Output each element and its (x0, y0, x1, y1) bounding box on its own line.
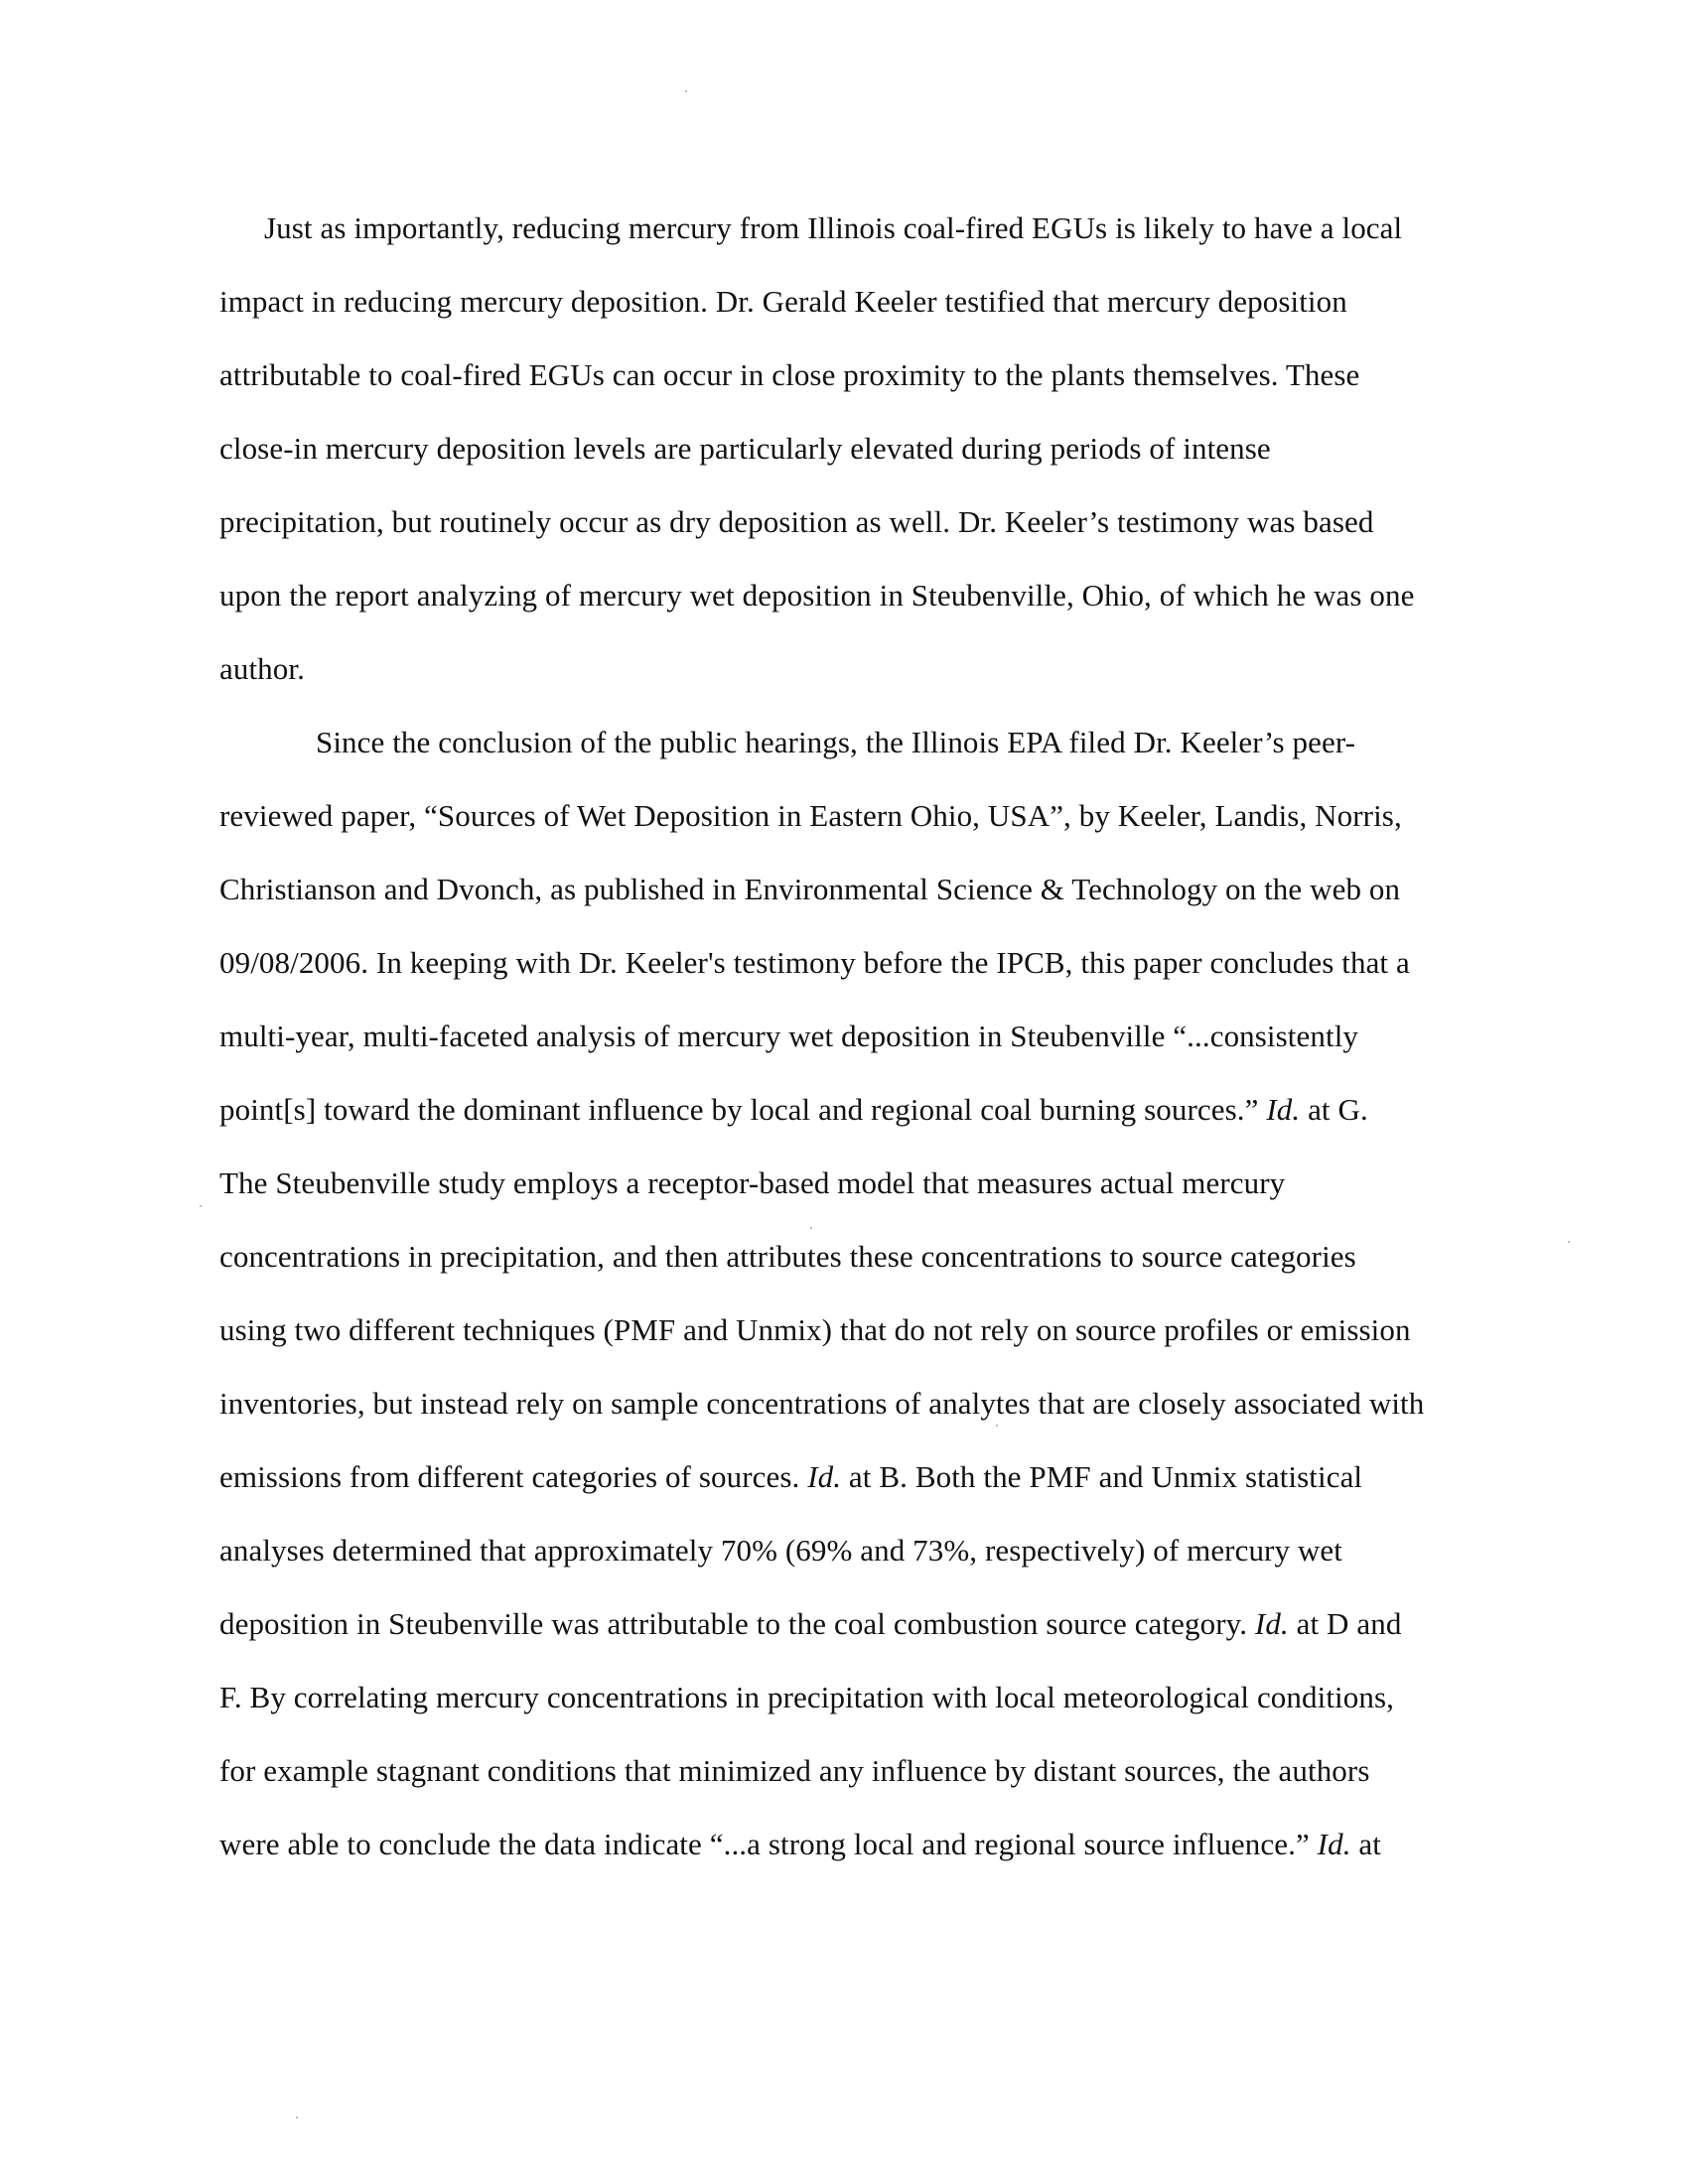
paragraph-2-line-12: analyses determined that approximately 70% (69% and 73%, respectively) of mercury wet (219, 1533, 1342, 1568)
scan-speck (810, 1227, 812, 1229)
paragraph-1-line-6: upon the report analyzing of mercury wet deposition in Steubenville, Ohio, of which he was one (219, 578, 1415, 613)
paragraph-2-line-7: The Steubenville study employs a receptor-based model that measures actual mercury (219, 1165, 1286, 1200)
scan-speck (200, 1205, 202, 1207)
paragraph-2-line-6: point[s] toward the dominant influence by local and regional coal burning sources.” Id. at G. (219, 1092, 1368, 1127)
paragraph-2-line-9: using two different techniques (PMF and Unmix) that do not rely on source profiles or emission (219, 1312, 1411, 1347)
paragraph-2-line-13: deposition in Steubenville was attributable to the coal combustion source category. Id. at D and (219, 1606, 1402, 1641)
paragraph-2-line-8: concentrations in precipitation, and then attributes these concentrations to source categories (219, 1239, 1356, 1274)
citation-id: Id. (1254, 1606, 1289, 1641)
paragraph-1-line-5: precipitation, but routinely occur as dry deposition as well. Dr. Keeler’s testimony was based (219, 504, 1374, 539)
paragraph-1-line-4: close-in mercury deposition levels are particularly elevated during periods of intense (219, 431, 1271, 466)
paragraph-2-line-4: 09/08/2006. In keeping with Dr. Keeler's testimony before the IPCB, this paper concludes that a (219, 945, 1410, 980)
paragraph-2-line-15: for example stagnant conditions that minimized any influence by distant sources, the authors (219, 1753, 1370, 1788)
paragraph-2-line-11: emissions from different categories of sources. Id. at B. Both the PMF and Unmix statistical (219, 1459, 1363, 1494)
paragraph-1-line-3: attributable to coal-fired EGUs can occur in close proximity to the plants themselves. These (219, 357, 1360, 392)
paragraph-1-line-7: author. (219, 651, 305, 686)
scan-speck (685, 90, 687, 92)
paragraph-2-line-1: Since the conclusion of the public hearings, the Illinois EPA filed Dr. Keeler’s peer- (316, 725, 1356, 759)
paragraph-2-line-10: inventories, but instead rely on sample concentrations of analytes that are closely associated with (219, 1386, 1425, 1421)
paragraph-2-line-14: F. By correlating mercury concentrations in precipitation with local meteorological conditions, (219, 1680, 1394, 1714)
citation-id: Id. (807, 1459, 842, 1494)
paragraph-2-line-3: Christianson and Dvonch, as published in Environmental Science & Technology on the web on (219, 872, 1401, 906)
paragraph-2-line-2: reviewed paper, “Sources of Wet Deposition in Eastern Ohio, USA”, by Keeler, Landis, Norris, (219, 798, 1402, 833)
paragraph-1-line-2: impact in reducing mercury deposition. Dr. Gerald Keeler testified that mercury deposition (219, 284, 1347, 319)
paragraph-2-line-5: multi-year, multi-faceted analysis of mercury wet deposition in Steubenville “...consistently (219, 1019, 1359, 1053)
scan-speck (1568, 1241, 1570, 1243)
citation-id: Id. (1266, 1092, 1301, 1127)
citation-id: Id. (1317, 1827, 1351, 1861)
scan-speck (996, 1425, 998, 1427)
paragraph-2-line-16: were able to conclude the data indicate “...a strong local and regional source influence.” Id. at (219, 1827, 1381, 1861)
scan-speck (296, 2116, 298, 2118)
paragraph-1-line-1: Just as importantly, reducing mercury from Illinois coal-fired EGUs is likely to have a local (264, 210, 1403, 245)
